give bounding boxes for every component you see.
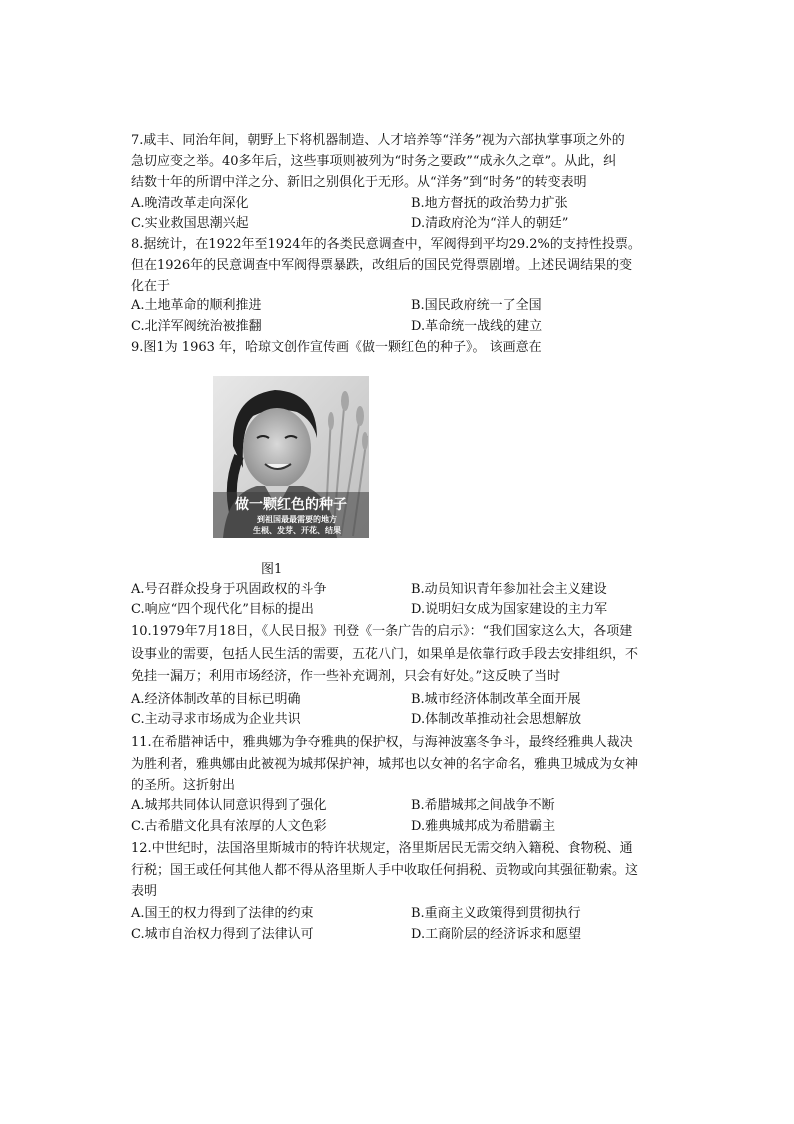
q7-option-d: D.清政府沦为“洋人的朝廷” [411, 216, 569, 231]
q8-stem-line-2: 但在1926年的民意调查中军阀得票暴跌，改组后的国民党得票剧增。上述民调结果的变 [131, 258, 633, 273]
q11-stem-line-1: 11.在希腊神话中，雅典娜为争夺雅典的保护权，与海神波塞冬争斗，最终经雅典人裁决 [131, 735, 633, 750]
q12-option-d: D.工商阶层的经济诉求和愿望 [411, 927, 582, 942]
q8-option-d: D.革命统一战线的建立 [411, 319, 543, 334]
q12-option-a: A.国王的权力得到了法律的约束 [131, 906, 314, 921]
q11-option-a: A.城邦共同体认同意识得到了强化 [131, 798, 327, 813]
q7-option-a: A.晚清改革走向深化 [131, 196, 249, 211]
poster-subline-1: 到祖国最最需要的地方 [257, 515, 337, 524]
figure-caption: 图1 [261, 562, 283, 577]
q9-option-b: B.动员知识青年参加社会主义建设 [411, 582, 607, 597]
q9-stem: 9.图1为 1963 年，哈琼文创作宣传画《做一颗红色的种子》。 该画意在 [131, 340, 542, 355]
q11-option-d: D.雅典城邦成为希腊霸主 [411, 819, 556, 834]
q9-option-a: A.号召群众投身于巩固政权的斗争 [131, 582, 327, 597]
q11-option-c: C.古希腊文化具有浓厚的人文色彩 [131, 819, 327, 834]
q10-stem-line-2: 设事业的需要，包括人民生活的需要，五花八门，如果单是依靠行政手段去安排组织，不 [131, 647, 639, 662]
poster-subline-2: 生根、发芽、开花、结果 [253, 526, 341, 535]
q11-stem-line-2: 为胜利者，雅典娜由此被视为城邦保护神，城邦也以女神的名字命名，雅典卫城成为女神 [131, 757, 639, 772]
q10-option-d: D.体制改革推动社会思想解放 [411, 712, 582, 727]
q8-option-b: B.国民政府统一了全国 [411, 298, 542, 313]
q9-option-c: C.响应“四个现代化”目标的提出 [131, 602, 314, 617]
q8-option-c: C.北洋军阀统治被推翻 [131, 319, 262, 334]
q8-option-a: A.土地革命的顺利推进 [131, 298, 262, 313]
q10-option-c: C.主动寻求市场成为企业共识 [131, 712, 301, 727]
q10-stem-line-1: 10.1979年7月18日，《人民日报》刊登《一条广告的启示》：“我们国家这么大，各项建 [131, 624, 633, 639]
q11-option-b: B.希腊城邦之间战争不断 [411, 798, 555, 813]
q12-stem-line-2: 行税；国王或任何其他人都不得从洛里斯人手中收取任何捐税、贡物或向其强征勒索。这 [131, 863, 639, 878]
q12-stem-line-3: 表明 [131, 884, 158, 899]
q11-stem-line-3: 的圣所。这折射出 [131, 778, 236, 793]
q8-stem-line-1: 8.据统计，在1922年至1924年的各类民意调查中，军阀得到平均29.2%的支持性投票。 [131, 237, 641, 252]
q7-option-c: C.实业救国思潮兴起 [131, 216, 249, 231]
q12-stem-line-1: 12.中世纪时，法国洛里斯城市的特许状规定，洛里斯居民无需交纳入籍税、食物税、通 [131, 841, 633, 856]
q8-stem-line-3: 化在于 [131, 279, 171, 294]
q12-option-b: B.重商主义政策得到贯彻执行 [411, 906, 581, 921]
q10-option-a: A.经济体制改革的目标已明确 [131, 692, 301, 707]
q12-option-c: C.城市自治权力得到了法律认可 [131, 927, 314, 942]
poster-image [213, 376, 369, 538]
q9-option-d: D.说明妇女成为国家建设的主力军 [411, 602, 608, 617]
q7-stem-line-1: 7.咸丰、同治年间，朝野上下将机器制造、人才培养等“洋务”视为六部执掌事项之外的 [131, 133, 625, 148]
q10-option-b: B.城市经济体制改革全面开展 [411, 692, 581, 707]
q10-stem-line-3: 免挂一漏万；利用市场经济，作一些补充调剂，只会有好处。”这反映了当时 [131, 669, 561, 684]
q7-stem-line-2: 急切应变之举。40多年后，这些事项则被列为“时务之要政”“成永久之章”。从此，纠 [131, 154, 617, 169]
q7-option-b: B.地方督抚的政治势力扩张 [411, 196, 568, 211]
q7-stem-line-3: 结数十年的所谓中洋之分、新旧之别俱化于无形。从“洋务”到“时务”的转变表明 [131, 175, 587, 190]
poster-headline: 做一颗红色的种子 [235, 497, 347, 513]
